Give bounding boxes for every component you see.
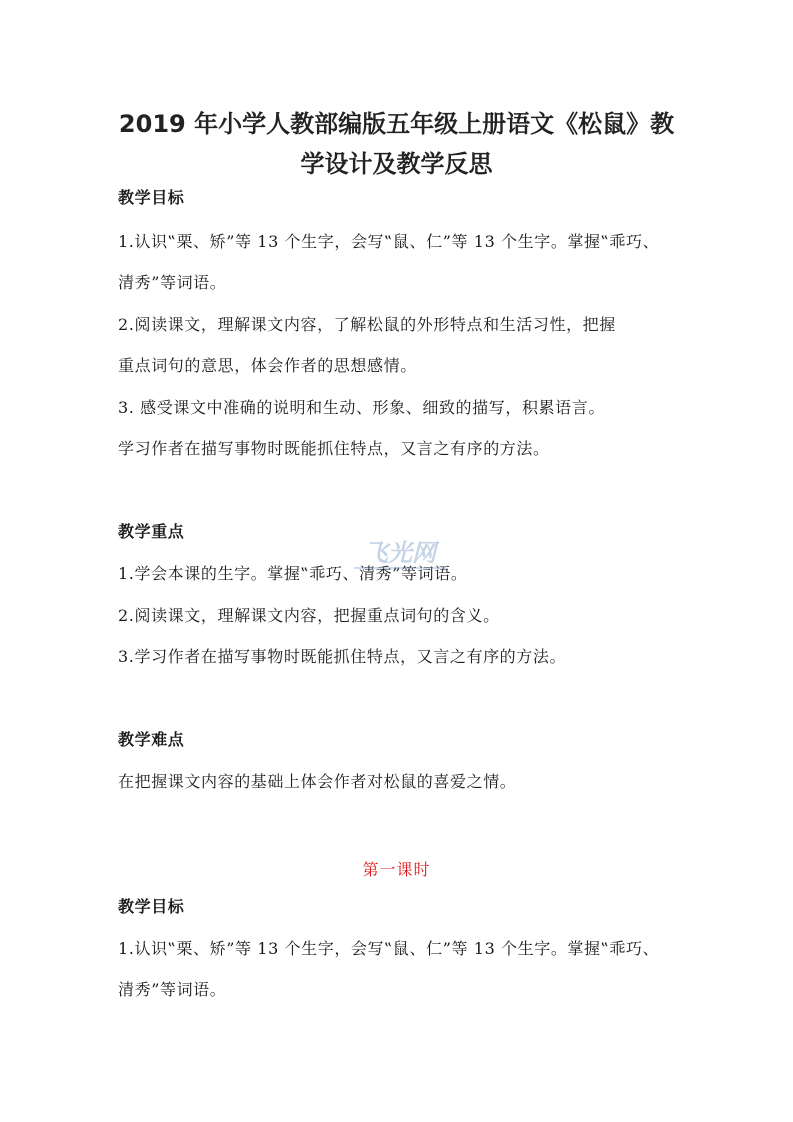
paragraph-line: 3.学习作者在描写事物时既能抓住特点，又言之有序的方法。: [118, 647, 567, 666]
section-heading-objectives: 教学目标: [118, 188, 185, 207]
paragraph-line: 2.阅读课文，理解课文内容，把握重点词句的含义。: [118, 606, 500, 625]
paragraph-line: 在把握课文内容的基础上体会作者对松鼠的喜爱之情。: [118, 772, 517, 791]
document-title-line-1: 2019 年小学人教部编版五年级上册语文《松鼠》教: [118, 110, 675, 138]
section-heading-difficulties: 教学难点: [118, 730, 185, 749]
lesson-title: 第一课时: [362, 860, 431, 879]
paragraph-line: 清秀”等词语。: [118, 273, 227, 292]
section-heading-objectives-lesson-1: 教学目标: [118, 897, 185, 916]
paragraph-line: 2.阅读课文，理解课文内容，了解松鼠的外形特点和生活习性，把握: [118, 315, 616, 334]
watermark-text: 飞光网: [364, 539, 436, 567]
paragraph-line: 学习作者在描写事物时既能抓住特点，又言之有序的方法。: [118, 439, 550, 458]
paragraph-line: 3. 感受课文中准确的说明和生动、形象、细致的描写，积累语言。: [118, 398, 605, 417]
paragraph-line: 清秀”等词语。: [118, 980, 227, 999]
watermark-logo: [340, 535, 460, 575]
section-heading-key-points: 教学重点: [118, 522, 185, 541]
paragraph-line: 重点词句的意思，体会作者的思想感情。: [118, 356, 417, 375]
paragraph-line: 1.学会本课的生字。掌握‟乖巧、清秀”等词语。: [118, 564, 468, 583]
paragraph-line: 1.认识‟栗、矫”等 13 个生字，会写‟鼠、仁”等 13 个生字。掌握‟乖巧、: [118, 939, 660, 958]
document-title-line-2: 学设计及教学反思: [300, 150, 493, 178]
paragraph-line: 1.认识‟栗、矫”等 13 个生字，会写‟鼠、仁”等 13 个生字。掌握‟乖巧、: [118, 232, 660, 251]
